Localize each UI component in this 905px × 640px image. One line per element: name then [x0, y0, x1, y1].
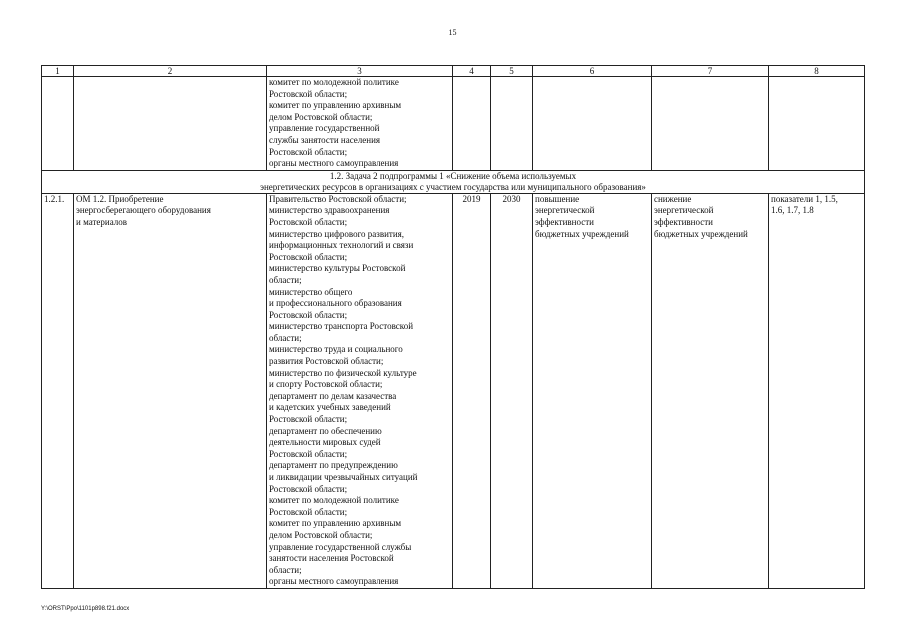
start-year: 2019: [453, 193, 491, 588]
footer-file-path: Y:\ORST\Ppo\1101p898.f21.docx: [41, 606, 130, 612]
page-number: 15: [448, 28, 457, 37]
table-row-continued: [42, 77, 865, 171]
section-title: 1.2. Задача 2 подпрограммы 1 «Снижение объема используемых энергетических ресурсов в организациях с участием государства или муниципального образования»: [42, 170, 865, 193]
header-cell-2: 2: [74, 66, 267, 77]
header-cell-8: 8: [769, 66, 865, 77]
cell-empty: [42, 77, 74, 171]
cell-empty: [769, 77, 865, 171]
row-number: 1.2.1.: [42, 193, 74, 588]
cell-empty: [533, 77, 652, 171]
cell-empty: [652, 77, 769, 171]
executors-cell: комитет по молодежной политике Ростовской области; комитет по управлению архивным делом Ростовской области; управление государственной службы занятости населения Ростовской области; органы местного самоуправления: [267, 77, 453, 171]
header-cell-6: 6: [533, 66, 652, 77]
header-cell-1: 1: [42, 66, 74, 77]
cell-empty: [74, 77, 267, 171]
header-cell-5: 5: [491, 66, 533, 77]
cell-empty: [491, 77, 533, 171]
indicators: показатели 1, 1.5, 1.6, 1.7, 1.8: [769, 193, 865, 588]
program-table: [41, 65, 865, 589]
header-row: [42, 66, 865, 77]
measure-name: ОМ 1.2. Приобретение энергосберегающего оборудования и материалов: [74, 193, 267, 588]
expected-result: повышение энергетической эффективности бюджетных учреждений: [533, 193, 652, 588]
header-cell-7: 7: [652, 66, 769, 77]
header-cell-3: 3: [267, 66, 453, 77]
header-cell-4: 4: [453, 66, 491, 77]
cell-empty: [453, 77, 491, 171]
table-row-1-2-1: [42, 193, 865, 588]
section-row: [42, 170, 865, 193]
end-year: 2030: [491, 193, 533, 588]
executors-cell: Правительство Ростовской области; министерство здравоохранения Ростовской области; министерство цифрового развития, информационных технологий и связи Ростовской области; министерство культуры Ростовской области; министерство общего и профессионального образования Ростовской области; министерство транспорта Ростовской области; министерство труда и социального развития Ростовской области; министерство по физической культуре и спорту Ростовской области; департамент по делам казачества и кадетских учебных заведений Ростовской области; департамент по обеспечению деятельности мировых судей Ростовской области; департамент по предупреждению и ликвидации чрезвычайных ситуаций Ростовской области; комитет по молодежной политике Ростовской области; комитет по управлению архивным делом Ростовской области; управление государственной службы занятости населения Ростовской области; органы местного самоуправления: [267, 193, 453, 588]
consequences: снижение энергетической эффективности бюджетных учреждений: [652, 193, 769, 588]
